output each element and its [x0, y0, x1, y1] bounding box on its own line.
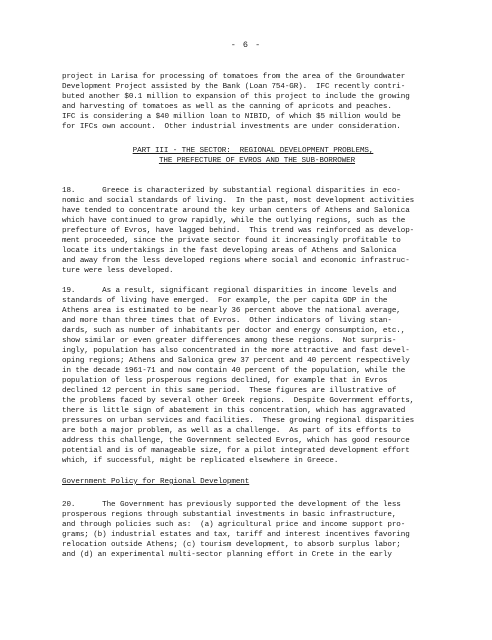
text-line: are both a major problem, as well as a challenge. As part of its efforts to — [62, 427, 401, 435]
text-line: have tended to concentrate around the key urban centers of Athens and Salonica — [62, 207, 410, 215]
text-line: standards of living have emerged. For example, the per capita GDP in the — [62, 297, 388, 305]
text-line: pressures on urban services and facilities. These growing regional disparities — [62, 417, 415, 425]
text-line: oping regions; Athens and Salonica grew 37 percent and 40 percent respectively — [62, 357, 410, 365]
page-number: - 6 - — [230, 40, 262, 50]
text-line: and (d) an experimental multi-sector planning effort in Crete in the early — [62, 551, 392, 559]
text-line: and through policies such as: (a) agricultural price and income support pro- — [62, 521, 406, 529]
text-line: show similar or even greater differences among these regions. Not surpris- — [62, 337, 397, 345]
text-line: nomic and social standards of living. In the past, most development activities — [62, 197, 415, 205]
text-line: the problems faced by several other Greek regions. Despite Government efforts, — [62, 397, 415, 405]
text-line: prosperous regions through substantial investments in basic infrastructure, — [62, 511, 397, 519]
part-title-line-2: THE PREFECTURE OF EVROS AND THE SUB-BORROWER — [158, 157, 356, 165]
text-line: ment proceeded, since the private sector found it increasingly profitable to — [62, 237, 401, 245]
text-line: in the decade 1961-71 and now contain 40 percent of the population, while the — [62, 367, 406, 375]
text-line: there is little sign of abatement in this concentration, which has aggravated — [62, 407, 406, 415]
text-line: 18. Greece is characterized by substantial regional disparities in eco- — [62, 187, 401, 195]
text-line: for IFCs own account. Other industrial investments are under consideration. — [62, 123, 401, 131]
part-title-line-1: PART III - THE SECTOR: REGIONAL DEVELOPMENT PROBLEMS, — [132, 147, 374, 155]
text-line: 20. The Government has previously supported the development of the less — [62, 501, 401, 509]
text-line: grams; (b) industrial estates and tax, tariff and interest incentives favoring — [62, 531, 410, 539]
text-line: project in Larisa for processing of tomatoes from the area of the Groundwater — [62, 73, 406, 81]
text-line: buted another $0.1 million to expansion of this project to include the growing — [62, 93, 410, 101]
text-line: and away from the less developed regions where social and economic infrastruc- — [62, 257, 410, 265]
text-line: which have continued to grow rapidly, while the outlying regions, such as the — [62, 217, 406, 225]
text-line: population of less prosperous regions declined, for example that in Evros — [62, 377, 388, 385]
text-line: relocation outside Athens; (c) tourism development, to absorb surplus labor; — [62, 541, 401, 549]
text-line: and harvesting of tomatoes as well as the canning of apricots and peaches. — [62, 103, 392, 111]
text-line: ingly, population has also concentrated in the more attractive and fast devel- — [62, 347, 410, 355]
text-line: potential and is of manageable size, for a pilot integrated development effort — [62, 447, 410, 455]
text-line: locate its undertakings in the fast developing areas of Athens and Salonica — [62, 247, 397, 255]
text-line: address this challenge, the Government selected Evros, which has good resource — [62, 437, 410, 445]
section-subheading: Government Policy for Regional Development — [62, 478, 250, 486]
text-line: and more than three times that of Evros. Other indicators of living stan- — [62, 317, 392, 325]
text-line: IFC is considering a $40 million loan to NIBID, of which $5 million would be — [62, 113, 401, 121]
text-line: ture were less developed. — [62, 267, 174, 275]
text-line: Athens area is estimated to be nearly 36 percent above the national average, — [62, 307, 401, 315]
text-line: Development Project assisted by the Bank (Loan 754-GR). IFC recently contri- — [62, 83, 406, 91]
text-line: dards, such as number of inhabitants per doctor and energy consumption, etc., — [62, 327, 406, 335]
text-line: 19. As a result, significant regional disparities in income levels and — [62, 287, 397, 295]
text-line: declined 12 percent in this same period. These figures are illustrative of — [62, 387, 397, 395]
text-line: prefecture of Evros, have lagged behind. This trend was reinforced as develop- — [62, 227, 415, 235]
text-line: which, if successful, might be replicated elsewhere in Greece. — [62, 457, 339, 465]
